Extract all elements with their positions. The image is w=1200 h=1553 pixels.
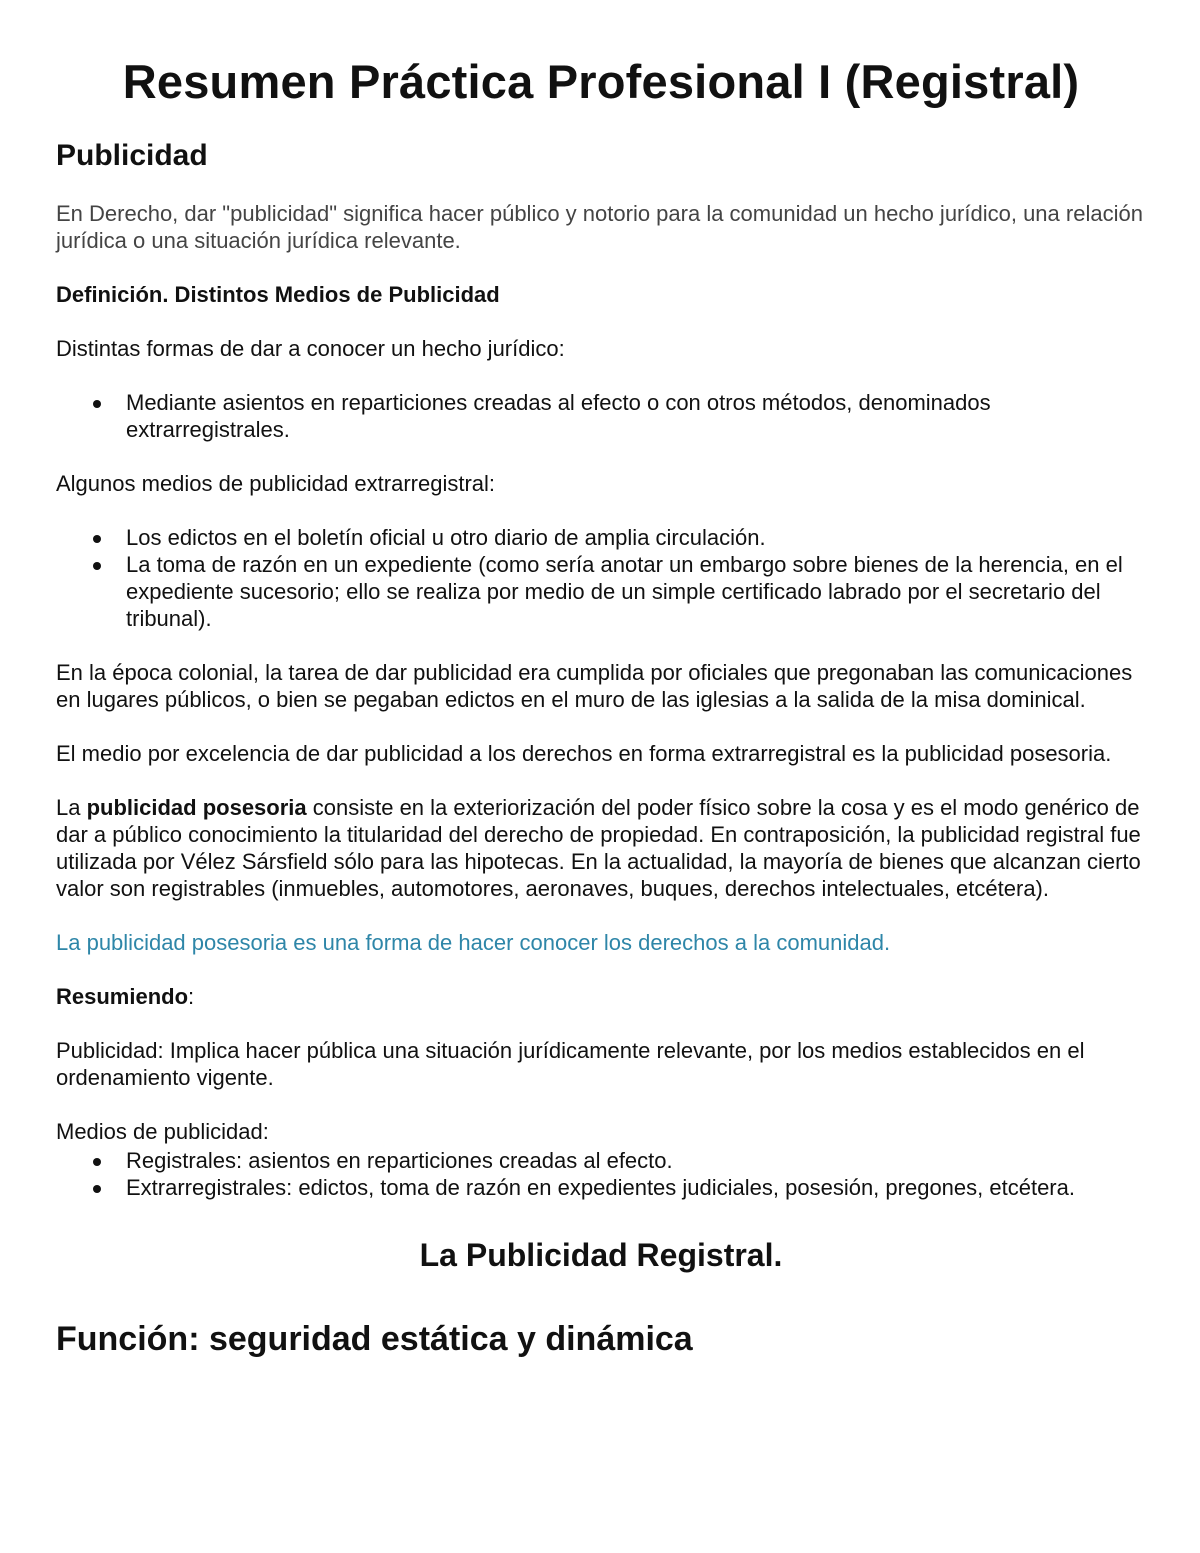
intro-paragraph: En Derecho, dar "publicidad" significa hacer público y notorio para la comunidad un hecho jurídico, una relación jurídica o una situación jurídica relevante. <box>56 201 1143 253</box>
publicidad-definition-paragraph: Publicidad: Implica hacer pública una situación jurídicamente relevante, por los medios establecidos en el ordenamiento vigente. <box>56 1038 1085 1090</box>
colonial-paragraph: En la época colonial, la tarea de dar publicidad era cumplida por oficiales que pregonaban las comunicaciones en lugares públicos, o bien se pegaban edictos en el muro de las iglesias a la salida de la misa dominical. <box>56 660 1133 712</box>
list-item: La toma de razón en un expediente (como sería anotar un embargo sobre bienes de la herencia, en el expediente sucesorio; ello se realiza por medio de un simple certificado labrado por el secretario del tribunal). <box>126 551 1146 632</box>
highlight-paragraph: La publicidad posesoria es una forma de hacer conocer los derechos a la comunidad. <box>56 930 891 955</box>
formas-paragraph: Distintas formas de dar a conocer un hecho jurídico: <box>56 336 565 361</box>
list-item: Extrarregistrales: edictos, toma de razón en expedientes judiciales, posesión, pregones, etcétera. <box>126 1174 1146 1201</box>
section-heading-publicidad: Publicidad <box>56 139 208 172</box>
list-item: Registrales: asientos en reparticiones creadas al efecto. <box>126 1147 1146 1174</box>
subheading-definicion: Definición. Distintos Medios de Publicidad <box>56 282 500 307</box>
algunos-paragraph: Algunos medios de publicidad extrarregistral: <box>56 471 496 496</box>
posesoria-lead: La <box>56 795 87 820</box>
posesoria-bold-term: publicidad posesoria <box>86 795 307 820</box>
list-medios-extrarregistral <box>56 524 1146 632</box>
medio-paragraph: El medio por excelencia de dar publicidad a los derechos en forma extrarregistral es la publicidad posesoria. <box>56 741 1112 766</box>
posesoria-rest: consiste en la exteriorización del poder físico sobre la cosa y es el modo genérico de dar a público conocimiento la titularidad del derecho de propiedad. En contraposición, la publicidad registral fue utilizada por Vélez Sársfield sólo para las hipotecas. En la actualidad, la mayoría de bienes que alcanzan cierto valor son registrables (inmuebles, automotores, aeronaves, buques, derechos intelectuales, etcétera). <box>56 795 1141 901</box>
list-medios-1 <box>56 389 1146 443</box>
list-item: Mediante asientos en reparticiones creadas al efecto o con otros métodos, denominados extrarregistrales. <box>126 389 1146 443</box>
document-page <box>56 52 1146 1359</box>
list-medios-publicidad <box>56 1147 1146 1201</box>
resumiendo-colon: : <box>188 984 195 1009</box>
posesoria-paragraph <box>56 794 1146 902</box>
resumiendo-bold: Resumiendo <box>56 984 189 1009</box>
heading-funcion: Función: seguridad estática y dinámica <box>56 1320 693 1358</box>
resumiendo-heading <box>56 983 1146 1010</box>
document-title: Resumen Práctica Profesional I (Registral) <box>122 55 1080 108</box>
medios-paragraph: Medios de publicidad: <box>56 1119 269 1144</box>
list-item: Los edictos en el boletín oficial u otro diario de amplia circulación. <box>126 524 1146 551</box>
heading-publicidad-registral: La Publicidad Registral. <box>419 1237 783 1273</box>
